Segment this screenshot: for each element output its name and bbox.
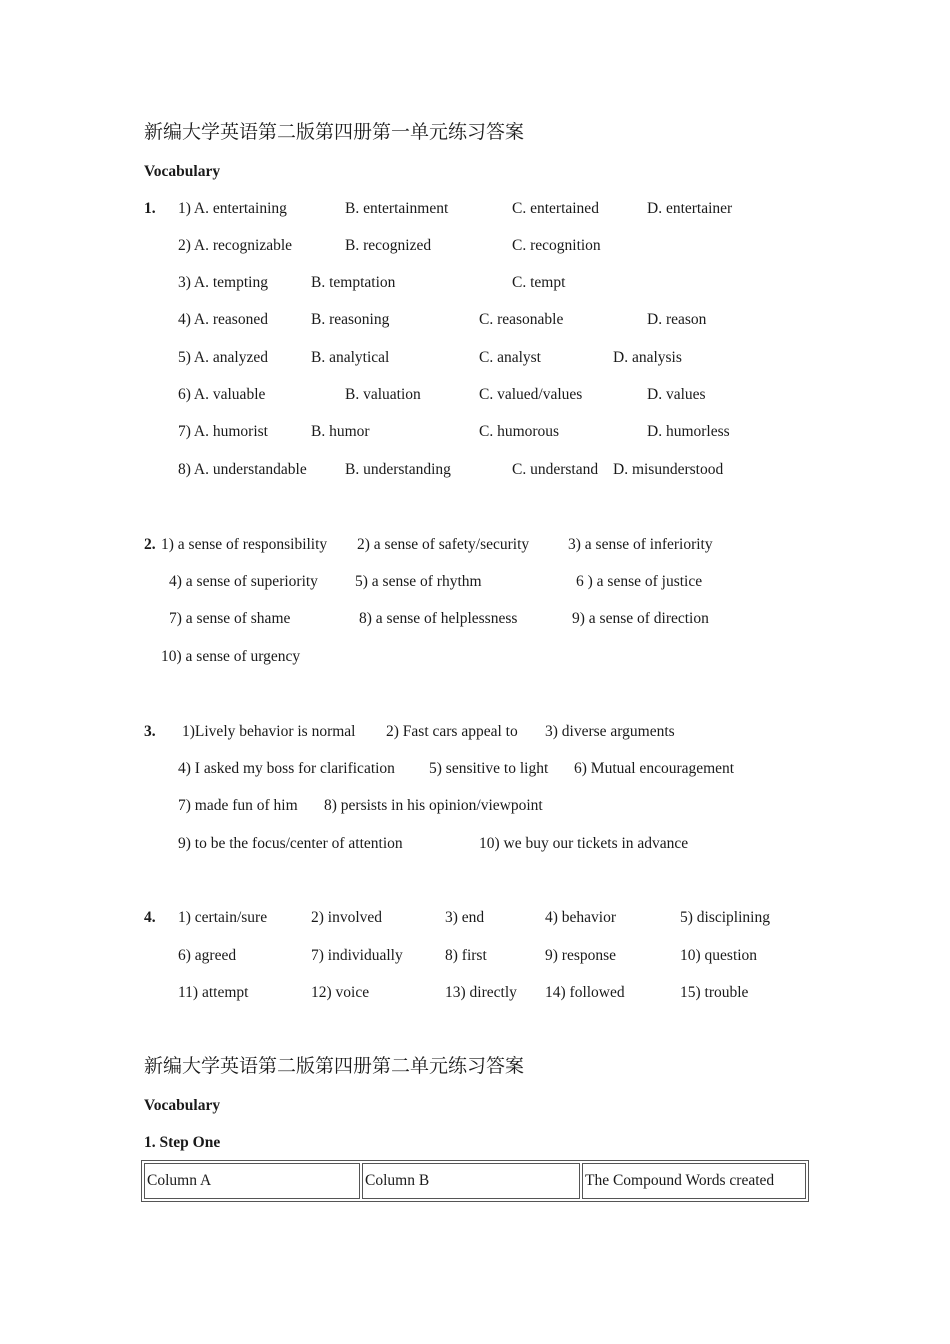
ex2-item-4: 4) a sense of superiority xyxy=(169,573,318,590)
ex4-item-1: 1) certain/sure xyxy=(178,909,268,926)
ex1-row6-d: D. values xyxy=(647,386,706,403)
ex1-row5-c: C. analyst xyxy=(479,349,541,366)
ex1-row7-a: 7) A. humorist xyxy=(178,423,268,440)
ex3-number: 3. xyxy=(144,723,156,740)
ex3-item-2: 2) Fast cars appeal to xyxy=(386,723,518,740)
ex1-row4-d: D. reason xyxy=(647,311,707,328)
ex1-row6-c: C. valued/values xyxy=(479,386,583,403)
ex1-row5-b: B. analytical xyxy=(311,349,390,366)
ex1-row1-c: C. entertained xyxy=(512,200,599,217)
ex1-number: 1. xyxy=(144,200,156,217)
ex4-item-10: 10) question xyxy=(680,947,758,964)
ex3-item-10: 10) we buy our tickets in advance xyxy=(479,835,689,852)
ex4-item-3: 3) end xyxy=(445,909,485,926)
ex1-row6-a: 6) A. valuable xyxy=(178,386,266,403)
ex2-item-3: 3) a sense of inferiority xyxy=(568,536,713,553)
table-header-row xyxy=(144,1163,806,1199)
ex1-row2-a: 2) A. recognizable xyxy=(178,237,293,254)
unit2-title: 新编大学英语第二版第四册第二单元练习答案 xyxy=(144,1055,525,1077)
step-one-heading: 1. Step One xyxy=(144,1134,221,1151)
ex4-item-8: 8) first xyxy=(445,947,487,964)
ex3-item-5: 5) sensitive to light xyxy=(429,760,549,777)
ex1-row2-c: C. recognition xyxy=(512,237,601,254)
unit1-title: 新编大学英语第二版第四册第一单元练习答案 xyxy=(144,121,525,143)
compound-words-table xyxy=(141,1160,809,1202)
ex2-item-7: 7) a sense of shame xyxy=(169,610,291,627)
ex2-item-1: 1) a sense of responsibility xyxy=(161,536,328,553)
ex4-item-4: 4) behavior xyxy=(545,909,617,926)
ex1-row7-d: D. humorless xyxy=(647,423,730,440)
ex2-item-6: 6 ) a sense of justice xyxy=(576,573,703,590)
ex4-item-12: 12) voice xyxy=(311,984,370,1001)
ex3-item-3: 3) diverse arguments xyxy=(545,723,675,740)
ex4-number: 4. xyxy=(144,909,156,926)
ex3-item-8: 8) persists in his opinion/viewpoint xyxy=(324,797,543,814)
ex4-item-5: 5) disciplining xyxy=(680,909,770,926)
ex1-row1-b: B. entertainment xyxy=(345,200,449,217)
ex4-item-6: 6) agreed xyxy=(178,947,237,964)
ex4-item-13: 13) directly xyxy=(445,984,517,1001)
ex1-row5-a: 5) A. analyzed xyxy=(178,349,268,366)
ex3-item-1: 1)Lively behavior is normal xyxy=(182,723,356,740)
ex3-item-6: 6) Mutual encouragement xyxy=(574,760,735,777)
ex4-item-11: 11) attempt xyxy=(178,984,249,1001)
ex1-row2-b: B. recognized xyxy=(345,237,432,254)
ex1-row7-b: B. humor xyxy=(311,423,370,440)
ex1-row3-a: 3) A. tempting xyxy=(178,274,268,291)
unit2-vocabulary-heading: Vocabulary xyxy=(144,1097,221,1114)
ex1-row4-a: 4) A. reasoned xyxy=(178,311,268,328)
ex2-number: 2. xyxy=(144,536,156,553)
ex3-item-9: 9) to be the focus/center of attention xyxy=(178,835,403,852)
ex1-row5-d: D. analysis xyxy=(613,349,682,366)
ex1-row7-c: C. humorous xyxy=(479,423,560,440)
ex4-item-15: 15) trouble xyxy=(680,984,749,1001)
ex1-row4-c: C. reasonable xyxy=(479,311,564,328)
ex4-item-2: 2) involved xyxy=(311,909,383,926)
ex4-item-14: 14) followed xyxy=(545,984,625,1001)
ex2-item-10: 10) a sense of urgency xyxy=(161,648,301,665)
ex1-row8-d: D. misunderstood xyxy=(613,461,724,478)
table-header-cell: Column A xyxy=(144,1163,360,1199)
ex1-row8-a: 8) A. understandable xyxy=(178,461,307,478)
ex3-item-7: 7) made fun of him xyxy=(178,797,298,814)
table-header-cell: The Compound Words created xyxy=(582,1163,806,1199)
unit1-vocabulary-heading: Vocabulary xyxy=(144,163,221,180)
ex1-row1-a: 1) A. entertaining xyxy=(178,200,287,217)
ex1-row3-b: B. temptation xyxy=(311,274,396,291)
ex1-row4-b: B. reasoning xyxy=(311,311,390,328)
table-header-cell: Column B xyxy=(362,1163,580,1199)
ex1-row3-c: C. tempt xyxy=(512,274,566,291)
ex1-row8-b: B. understanding xyxy=(345,461,451,478)
ex1-row1-d: D. entertainer xyxy=(647,200,733,217)
ex1-row6-b: B. valuation xyxy=(345,386,421,403)
ex4-item-9: 9) response xyxy=(545,947,617,964)
ex3-item-4: 4) I asked my boss for clarification xyxy=(178,760,395,777)
ex1-row8-c: C. understand xyxy=(512,461,599,478)
ex4-item-7: 7) individually xyxy=(311,947,403,964)
ex2-item-8: 8) a sense of helplessness xyxy=(359,610,518,627)
ex2-item-5: 5) a sense of rhythm xyxy=(355,573,482,590)
ex2-item-2: 2) a sense of safety/security xyxy=(357,536,530,553)
ex2-item-9: 9) a sense of direction xyxy=(572,610,709,627)
